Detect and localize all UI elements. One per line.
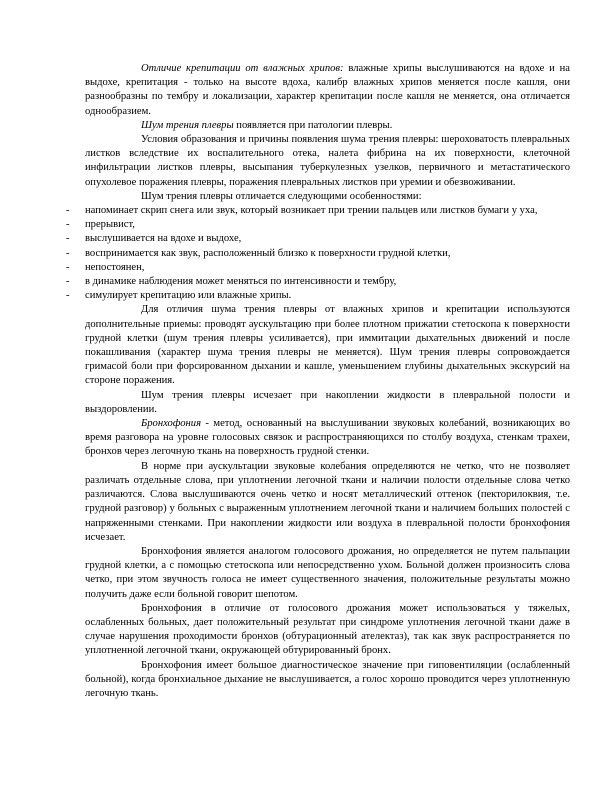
paragraph-text: Условия образования и причины появления шума трения плевры: шероховатость плевральных листков вследствие их воспалительного отека, налета фибрина на их поверхности, клеточной инфильтрации листков плевры, высыпания туберкулезных узелков, первичного и метастатического опухолевое поражения плевры, поражения плевральных листков при уремии и обезвоживании. bbox=[85, 134, 570, 188]
paragraph-pleural-friction-rub bbox=[85, 119, 570, 133]
list-item-text: воспринимается как звук, расположенный близко к поверхности грудной клетки, bbox=[85, 247, 451, 259]
paragraph-bronchophony-definition bbox=[85, 417, 570, 460]
paragraph-text: влажные хрипы выслушиваются на вдохе и на выдохе, крепитация - только на высоте вдоха, калибр влажных хрипов меняется после кашля, они разнообразны по тембру и локализации, характер крепитации после кашля не меняется, она отличается однообразием. bbox=[85, 63, 570, 117]
paragraph-text: Шум трения плевры исчезает при накоплении жидкости в плевральной полости и выздоровлении. bbox=[85, 389, 570, 415]
paragraph-bronchophony-norm bbox=[85, 460, 570, 545]
dash-bullet-icon: - bbox=[66, 276, 70, 288]
list-item-text: непостоянен, bbox=[85, 261, 145, 273]
paragraph-bronchophony-advantages bbox=[85, 602, 570, 659]
paragraphs-before-list bbox=[85, 62, 570, 204]
paragraph-lead-term: Бронхофония bbox=[141, 418, 201, 430]
dash-bullet-icon: - bbox=[66, 205, 70, 217]
dash-bullet-icon: - bbox=[66, 261, 70, 273]
list-item bbox=[66, 261, 570, 275]
list-item-text: напоминает скрип снега или звук, который возникает при трении пальцев или листков бумаги у уха, bbox=[85, 205, 538, 217]
paragraph-lead-term: Шум трения плевры bbox=[141, 119, 234, 131]
paragraph-rub-causes bbox=[85, 133, 570, 190]
paragraphs-after-list bbox=[85, 303, 570, 701]
paragraph-bronchophony-analog bbox=[85, 545, 570, 602]
paragraph-lead-term: Отличие крепитации от влажных хрипов: bbox=[141, 63, 344, 74]
document-page bbox=[66, 62, 570, 701]
paragraph-rub-features-intro bbox=[85, 190, 570, 204]
paragraph-text: Бронхофония в отличие от голосового дрожания может использоваться у тяжелых, ослабленных больных, дает положительный результат при синдроме уплотнения легочной ткани даже в случае нарушения проходимости бронхов (обтурационный ателектаз), так как звук распространяется по уплотненной легочной ткани, окружающей обтурированный бронх. bbox=[85, 602, 570, 657]
list-item bbox=[66, 204, 570, 218]
paragraph-text: появляется при патологии плевры. bbox=[233, 119, 393, 131]
list-item bbox=[66, 218, 570, 232]
list-item bbox=[66, 275, 570, 289]
paragraph-text: Для отличия шума трения плевры от влажных хрипов и крепитации используются дополнительные приемы: проводят аускультацию при более плотном прижатии стетоскопа к поверхности грудной клетки (шум трения плевры усиливается), при иммитации дыхательных движений и после покашливания (характер шума трения плевры не меняется). Шум трения плевры сопровождается гримасой боли при форсированном дыхании и кашле, уменьшением глубины дыхательных экскурсий на стороне поражения. bbox=[85, 304, 570, 387]
paragraph-text: - метод, основанный на выслушивании звуковых колебаний, возникающих во время разговора на уровне голосовых связок и распространяющихся по столбу воздуха, стенкам трахеи, бронхов через легочную ткань на поверхность грудной стенки. bbox=[85, 418, 570, 458]
list-item bbox=[66, 247, 570, 261]
list-item-text: симулирует крепитацию или влажные хрипы. bbox=[85, 290, 292, 302]
paragraph-text: Бронхофония имеет большое диагностическое значение при гиповентиляции (ослабленный больной), когда бронхиальное дыхание не выслушивается, а голос хорошо проводится через уплотненную легочную ткань. bbox=[85, 659, 570, 699]
dash-bullet-icon: - bbox=[66, 247, 70, 259]
rub-features-list bbox=[66, 204, 570, 303]
paragraph-text: В норме при аускультации звуковые колебания определяются не четко, что не позволяет различать отдельные слова, при уплотнении легочной ткани и наличии полости отдельные слова четко различаются. Слова выслушиваются очень четко и носят металлический оттенок (пекторилоквия, т.е. грудной разговор) у больных с выраженным уплотнением легочной ткани и наличием больших полостей с напряженными стенками. При накоплении жидкости или воздуха в плевральной полости бронхофония исчезает. bbox=[85, 460, 570, 543]
dash-bullet-icon: - bbox=[66, 233, 70, 245]
list-item-text: в динамике наблюдения может меняться по интенсивности и тембру, bbox=[85, 276, 397, 288]
paragraph-crepitation-vs-moist-rales bbox=[85, 62, 570, 119]
dash-bullet-icon: - bbox=[66, 290, 70, 302]
list-item bbox=[66, 232, 570, 246]
paragraph-text: Шум трения плевры отличается следующими особенностями: bbox=[141, 190, 422, 202]
list-item bbox=[66, 289, 570, 303]
paragraph-text: Бронхофония является аналогом голосового дрожания, но определяется не путем пальпации грудной клетки, а с помощью стетоскопа или непосредственно ухом. Больной должен произносить слова четко, при этом звучность голоса не имеет существенного значения, положительные результаты можно получить даже если больной говорит шепотом. bbox=[85, 545, 570, 600]
list-item-text: выслушивается на вдохе и выдохе, bbox=[85, 233, 242, 245]
dash-bullet-icon: - bbox=[66, 219, 70, 231]
paragraph-differentiation-techniques bbox=[85, 303, 570, 388]
list-item-text: прерывист, bbox=[85, 219, 135, 231]
paragraph-rub-disappears bbox=[85, 389, 570, 417]
paragraph-bronchophony-diagnostic-value bbox=[85, 659, 570, 702]
